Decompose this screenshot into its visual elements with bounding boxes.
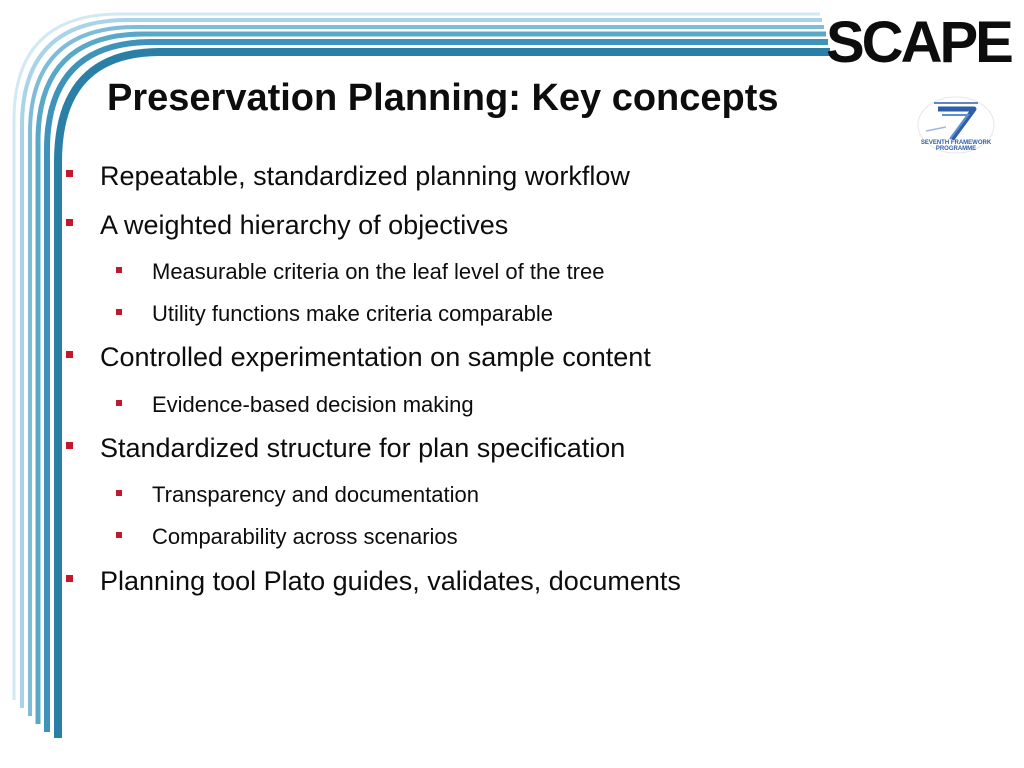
bullet-marker	[116, 267, 122, 273]
fp7-caption-line2: PROGRAMME	[935, 146, 977, 152]
bullet-text: Planning tool Plato guides, validates, documents	[100, 566, 681, 596]
scape-logo: SCAPE	[826, 10, 1011, 75]
bullet-marker	[116, 400, 122, 406]
bullet-item	[66, 566, 681, 597]
slide-title: Preservation Planning: Key concepts	[107, 77, 779, 119]
sub-bullet-item	[116, 524, 458, 550]
fp7-caption-line1: SEVENTH FRAMEWORK	[920, 140, 992, 146]
bullet-marker	[116, 532, 122, 538]
bullet-text: A weighted hierarchy of objectives	[100, 210, 509, 240]
bullet-item	[66, 161, 630, 192]
bullet-marker	[66, 351, 73, 358]
bullet-item	[66, 210, 508, 241]
bullet-marker	[66, 575, 73, 582]
bullet-text: Measurable criteria on the leaf level of the tree	[152, 259, 605, 284]
bullet-text: Evidence-based decision making	[152, 392, 474, 417]
bullet-marker	[66, 219, 73, 226]
bullet-marker	[66, 442, 73, 449]
bullet-marker	[116, 490, 122, 496]
bullet-text: Transparency and documentation	[152, 482, 479, 507]
bullet-marker	[116, 309, 122, 315]
sub-bullet-item	[116, 392, 474, 418]
bullet-item	[66, 342, 651, 373]
bullet-text: Comparability across scenarios	[152, 524, 458, 549]
sub-bullet-item	[116, 259, 604, 285]
bullet-item	[66, 433, 625, 464]
bullet-text: Utility functions make criteria comparable	[152, 301, 554, 326]
bullet-marker	[66, 170, 73, 177]
sub-bullet-item	[116, 482, 479, 508]
sub-bullet-item	[116, 301, 553, 327]
bullet-text: Repeatable, standardized planning workflow	[100, 161, 630, 191]
bullet-text: Controlled experimentation on sample content	[100, 342, 651, 372]
bullet-text: Standardized structure for plan specification	[100, 433, 626, 463]
